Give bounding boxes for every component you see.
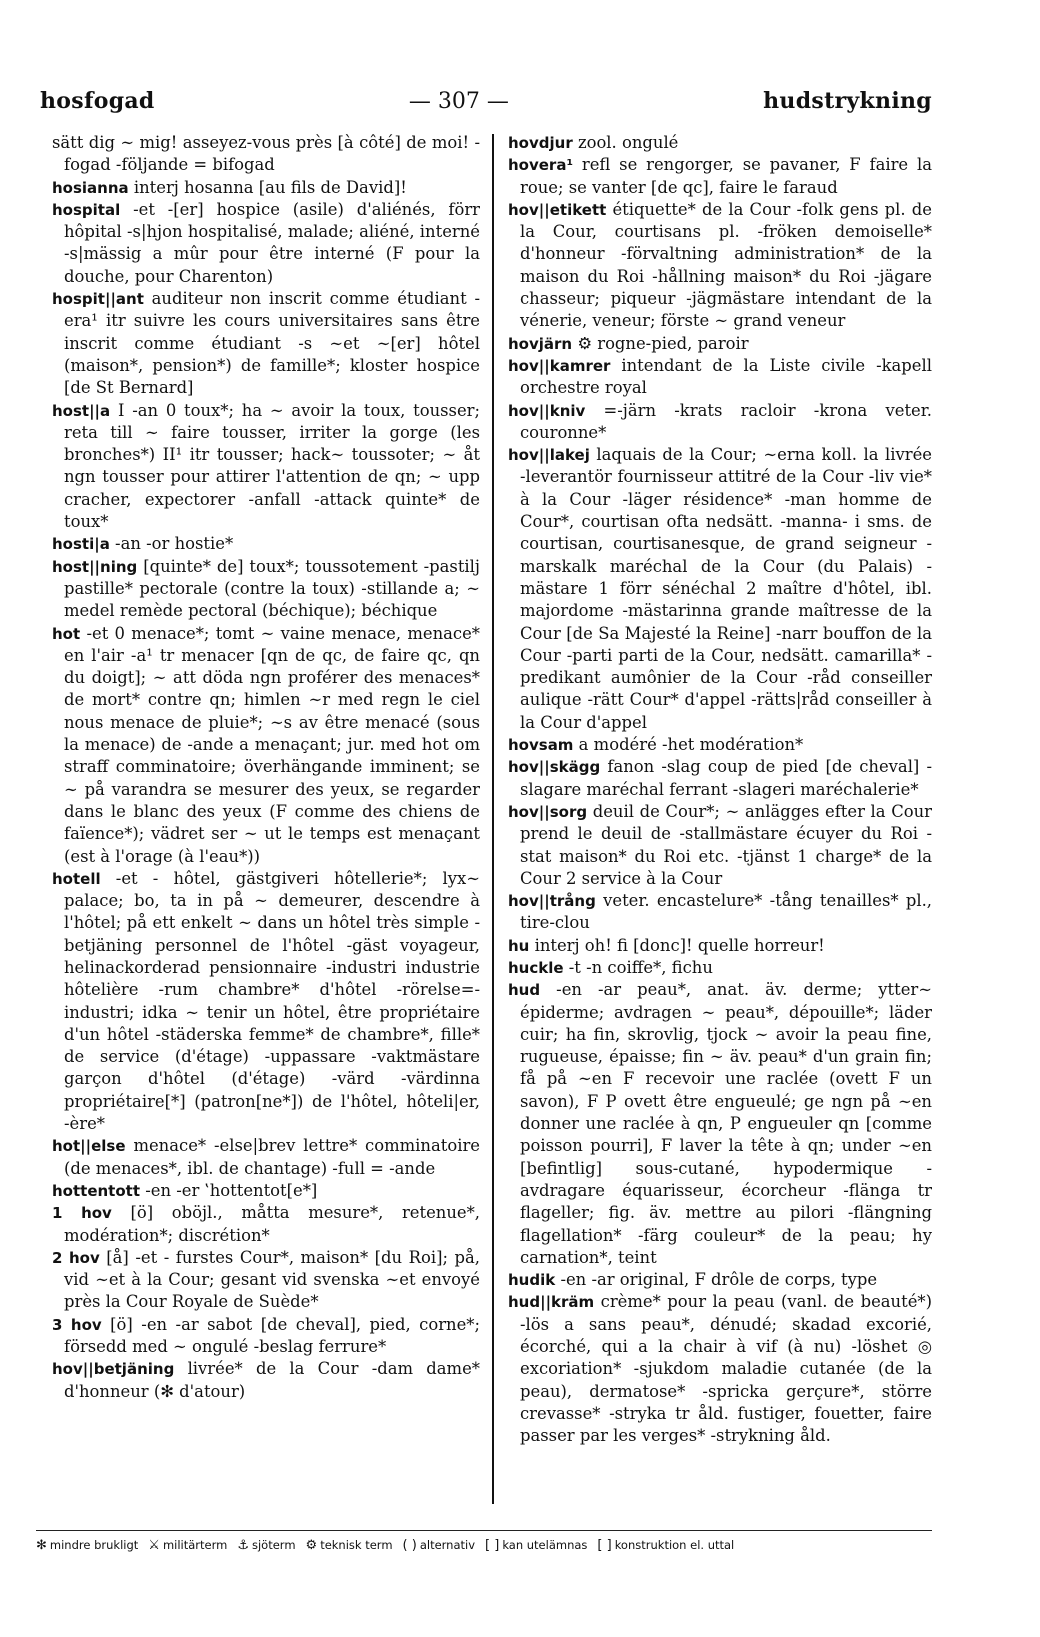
entry-headword: hottentott — [52, 1181, 140, 1200]
right-column — [508, 132, 932, 1448]
legend-symbol: ⚙ — [305, 1538, 318, 1553]
entry-headword: 2 hov — [52, 1248, 100, 1267]
entry-definition: ⚙ rogne-pied, paroir — [577, 333, 749, 353]
dictionary-entry — [508, 801, 932, 890]
entry-headword: hot||else — [52, 1137, 126, 1156]
symbol-legend — [36, 1538, 932, 1553]
dictionary-entry — [508, 957, 932, 979]
entry-definition: =-järn -krats racloir -krona veter. couronne* — [520, 400, 932, 442]
entry-headword: hosianna — [52, 178, 129, 197]
entry-headword: hov||skägg — [508, 758, 601, 777]
dictionary-entry — [52, 623, 480, 868]
entry-headword: hovdjur — [508, 134, 573, 152]
entry-definition: -en -ar peau*, anat. äv. derme; ytter∼ épiderme; avdragen ∼ peau*, dépouille*; läder cuir; ha fin, skrovlig, tjock ∼ avoir la peau fine, rugueuse, épaisse; fin ∼ äv. peau* d'un grain fin; få på ∼en F recevoir une raclée (ovett F un savon), F P ovett être engueulé; ge ngn på ∼en donner une raclée à qn, P engueuler qn [comme poisson pourri], F laver la tête à qn; under ∼en [befintlig] sous-cutané, hypodermique -avdragare équarisseur, écorcheur -flänga tr flageller; fig. äv. mettre au pilori -flängning flagellation* -färg couleur* de la peau; hy carnation*, teint — [520, 980, 932, 1267]
entry-headword: hud — [508, 981, 541, 1000]
entry-headword: hud||kräm — [508, 1293, 595, 1312]
legend-item — [36, 1538, 138, 1553]
entry-definition: interj oh! fi [donc]! quelle horreur! — [534, 935, 825, 955]
dictionary-entry — [52, 199, 480, 288]
dictionary-entry — [52, 1314, 480, 1359]
legend-label: mindre brukligt — [49, 1538, 139, 1552]
entry-definition: livrée* de la Cour -dam dame* d'honneur (✻ d'atour) — [64, 1359, 480, 1401]
legend-label: alternativ — [419, 1538, 476, 1552]
entry-definition: -et 0 menace*; tomt ∼ vaine menace, menace* en l'air -a¹ tr menacer [qn de qc, de faire qc, qn du doigt]; ∼ att döda ngn proférer des menaces* de mort* contre qn; himlen ∼r med regn le ciel nous menace de pluie*; ∼s av être menacé (sous la menace) de -ande a menaçant; jur. med hot om straff comminatoire; överhängande imminent; se ∼ på varandra se mesurer des yeux, se regarder dans le blanc des yeux (F comme des chiens de faïence*); vädret ser ∼ ut le temps est menaçant (est à l'orage (à l'eau*)) — [64, 623, 481, 866]
legend-label: sjöterm — [251, 1538, 296, 1552]
entry-definition: [ö] -en -ar sabot [de cheval], pied, corne*; försedd med ∼ ongulé -beslag ferrure* — [64, 1314, 481, 1357]
entry-definition: menace* -else|brev lettre* comminatoire (de menaces*, ibl. de chantage) -full = -ande — [64, 1136, 480, 1178]
dictionary-entry — [508, 756, 932, 801]
entry-headword: hu — [508, 936, 530, 955]
dictionary-entry — [508, 199, 932, 333]
legend-label: militärterm — [162, 1538, 228, 1552]
dictionary-entry — [508, 444, 932, 734]
dictionary-entry — [508, 154, 932, 199]
entry-definition: [å] -et - furstes Cour*, maison* [du Roi]; på, vid ∼et à la Cour; gesant vid svenska ∼et envoyé près la Cour Royale de Suède* — [64, 1247, 480, 1312]
entry-definition: sätt dig ∼ mig! asseyez-vous près [à côté] de moi! -fogad -följande = bifogad — [52, 133, 480, 175]
entry-headword: 1 hov — [52, 1204, 112, 1223]
entry-definition: auditeur non inscrit comme étudiant -era¹ itr suivre les cours universitaires sans être inscrit comme étudiant -s ∼et ∼[er] hôtel (maison*, pension*) de famille*; kloster hospice [de St Bernard] — [64, 289, 480, 398]
entry-definition: intendant de la Liste civile -kapell orchestre royal — [520, 355, 932, 398]
legend-symbol: ✻ — [36, 1538, 47, 1553]
header-left-guideword: hosfogad — [40, 88, 155, 114]
entry-headword: hov||sorg — [508, 802, 588, 821]
dictionary-entry — [52, 288, 480, 399]
dictionary-entry — [52, 1358, 480, 1403]
entry-definition: fanon -slag coup de pied [de cheval] -slagare maréchal ferrant -slageri maréchalerie* — [520, 757, 932, 799]
entry-headword: hov||kniv — [508, 401, 586, 420]
dictionary-entry — [508, 1291, 932, 1447]
left-column — [52, 132, 480, 1403]
dictionary-entry — [508, 734, 932, 756]
legend-item — [148, 1538, 227, 1553]
legend-item — [237, 1538, 295, 1553]
dictionary-entry — [52, 556, 480, 623]
entry-headword: huckle — [508, 958, 564, 977]
entry-definition: zool. ongulé — [577, 133, 679, 152]
entry-definition: a modéré -het modération* — [578, 735, 804, 755]
dictionary-entry — [52, 177, 480, 199]
entry-definition: [quinte* de] toux*; toussotement -pastilj pastille* pectorale (contre la toux) -stillande a; ∼ medel remède pectoral (béchique); béchique — [64, 556, 480, 621]
dictionary-entry — [508, 132, 932, 154]
entry-definition: deuil de Cour*; ∼ anlägges efter la Cour prend le deuil de -stallmästare écuyer du Roi -stat maison* du Roi etc. -tjänst 1 charge* de la Cour 2 service à la Cour — [520, 801, 932, 888]
entry-definition: veter. encastelure* -tång tenailles* pl., tire-clou — [520, 891, 933, 933]
entry-definition: laquais de la Cour; ∼erna koll. la livrée -leverantör fournisseur attitré de la Cour -liv vie* à la Cour -läger résidence* -man homme de Cour*, courtisan ofta nedsätt. -manna- i sms. de courtisan, courtisanesque, de grand seigneur -marskalk maréchal de la Cour (du Palais) -mästare 1 förr sénéchal 2 maître d'hôtel, ibl. majordome -mästarinna grande maîtresse de la Cour [de Sa Majesté la Reine] -narr bouffon de la Cour -parti parti de la Cour, nedsätt. camarilla* -predikant aumônier de la Cour -råd conseiller aulique -rätt Cour* d'appel -rätts|råd conseiller à la Cour d'appel — [520, 445, 932, 732]
entry-definition: I -an 0 toux*; ha ∼ avoir la toux, tousser; reta till ∼ faire tousser, irriter la gorge (les bronches*) II¹ itr tousser; hack∼ toussoter; ∼ åt ngn tousser pour attirer l'attention de qn; ∼ upp cracher, expectorer -anfall -attack quinte* de toux* — [64, 400, 481, 532]
entry-definition: -en -ar original, F drôle de corps, type — [560, 1270, 878, 1290]
footer-rule — [36, 1530, 932, 1531]
entry-definition: interj hosanna [au fils de David]! — [133, 177, 407, 197]
legend-symbol: [ ] — [485, 1538, 500, 1553]
legend-item — [403, 1538, 475, 1553]
entry-headword: hov||lakej — [508, 446, 590, 465]
entry-headword: hov||trång — [508, 892, 596, 911]
dictionary-entry — [508, 979, 932, 1269]
legend-item — [306, 1538, 393, 1553]
dictionary-entry — [508, 1269, 932, 1291]
entry-headword: hovsam — [508, 736, 574, 755]
entry-headword: hovjärn — [508, 334, 573, 353]
legend-label: konstruktion el. uttal — [614, 1538, 735, 1552]
dictionary-entry — [508, 333, 932, 355]
dictionary-entry — [52, 132, 480, 177]
entry-headword: hosti|a — [52, 535, 110, 554]
legend-label: kan utelämnas — [502, 1538, 588, 1552]
entry-definition: -an -or hostie* — [115, 534, 234, 554]
entry-headword: hudik — [508, 1271, 556, 1290]
entry-definition: -et -[er] hospice (asile) d'aliénés, förr hôpital -s|hjon hospitalisé, malade; aliéné, interné -s|mässig a mûr pour être interné (F pour la douche, pour Charenton) — [64, 199, 480, 286]
legend-symbol: ⚔ — [148, 1538, 160, 1553]
legend-item — [485, 1538, 587, 1553]
dictionary-entry — [508, 935, 932, 957]
legend-symbol: [ ] — [597, 1538, 612, 1553]
entry-headword: hotell — [52, 869, 101, 888]
column-divider — [492, 134, 494, 1504]
entry-headword: host||ning — [52, 557, 138, 576]
header-right-guideword: hudstrykning — [763, 88, 932, 114]
dictionary-entry — [52, 1180, 480, 1202]
page-header — [40, 84, 932, 118]
entry-headword: 3 hov — [52, 1315, 102, 1334]
entry-definition: -et - hôtel, gästgiveri hôtellerie*; lyx∼ palace; bo, ta in på ∼ demeurer, descendre à l'hôtel; på ett enkelt ∼ dans un hôtel très simple -betjäning personnel de l'hôtel -gäst voyageur, helinackorderad pensionnaire -industri industrie hôtelière -rum chambre* d'hôtel -rörelse=-industri; idka ∼ tenir un hôtel, être propriétaire d'un hôtel -städerska femme* de chambre*, fille* de service (d'étage) -uppassare -vaktmästare garçon d'hôtel (d'étage) -värd -värdinna propriétaire[*] (patron[ne*]) de l'hôtel, hôteli|er, -ère* — [64, 868, 480, 1134]
entry-headword: hov||betjäning — [52, 1360, 175, 1379]
entry-headword: hovera¹ — [508, 156, 574, 175]
dictionary-entry — [508, 355, 932, 400]
legend-symbol: ( ) — [402, 1538, 417, 1553]
dictionary-entry — [508, 400, 932, 445]
legend-symbol: ⚓ — [237, 1538, 249, 1553]
page-number: — 307 — — [408, 88, 509, 114]
entry-headword: hospit||ant — [52, 290, 144, 309]
entry-definition: [ö] oböjl., måtta mesure*, retenue*, modération*; discrétion* — [64, 1203, 480, 1245]
entry-definition: crème* pour la peau (vanl. de beauté*) -lös a sans peau*, dénudé; skadad excorié, écorché, qui a la chair à vif (à nu) -löshet ◎ excoriation* -sjukdom maladie cutanée (de la peau), dermatose* -spricka gerçure*, större crevasse* -stryka tr åld. fustiger, fouetter, faire passer par les verges* -strykning åld. — [520, 1292, 932, 1446]
dictionary-entry — [52, 868, 480, 1136]
legend-label: teknisk term — [320, 1538, 393, 1552]
entry-headword: hov||etikett — [508, 200, 607, 219]
entry-headword: hospital — [52, 200, 121, 219]
dictionary-entry — [52, 400, 480, 534]
dictionary-entry — [52, 533, 480, 555]
entry-headword: hov||kamrer — [508, 356, 611, 375]
dictionary-entry — [508, 890, 932, 935]
entry-headword: host||a — [52, 401, 111, 420]
entry-definition: -en -er ‛hottentot[e*] — [145, 1180, 318, 1200]
entry-headword: hot — [52, 624, 81, 643]
entry-definition: refl se rengorger, se pavaner, F faire la roue; se vanter [de qc], faire le faraud — [520, 155, 932, 197]
dictionary-entry — [52, 1247, 480, 1314]
entry-definition: -t -n coiffe*, fichu — [568, 957, 713, 977]
legend-item — [597, 1538, 734, 1553]
entry-definition: étiquette* de la Cour -folk gens pl. de la Cour, courtisans pl. -fröken demoiselle* d'honneur -förvaltning administration* de la maison du Roi -hållning maison* du Roi -jägare chasseur; piqueur -jägmästare intendant de la vénerie, veneur; förste ∼ grand veneur — [520, 199, 932, 331]
dictionary-entry — [52, 1135, 480, 1180]
dictionary-entry — [52, 1202, 480, 1247]
